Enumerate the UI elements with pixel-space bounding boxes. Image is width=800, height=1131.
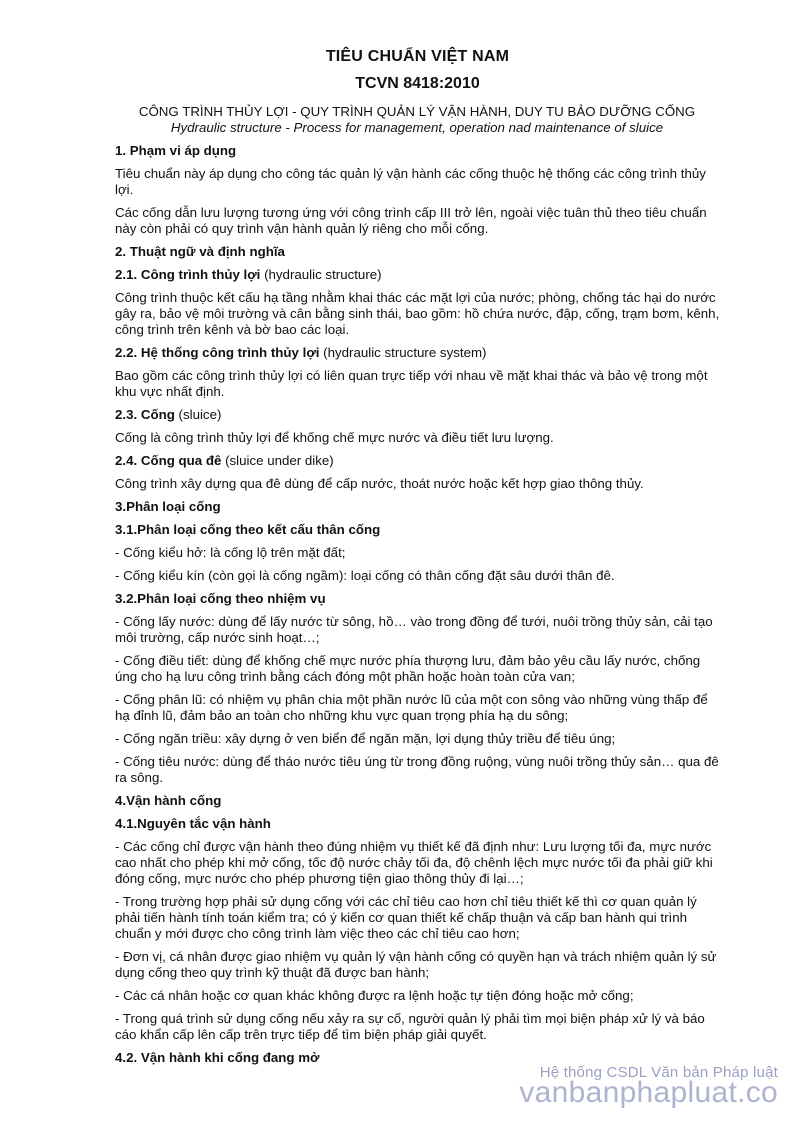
paragraph: - Cống ngăn triều: xây dựng ở ven biển để ngăn mặn, lợi dụng thủy triều để tiêu úng; <box>115 731 616 746</box>
paragraph: Cống là công trình thủy lợi để khống chế mực nước và điều tiết lưu lượng. <box>115 430 554 445</box>
term-name: 2.2. Hệ thống công trình thủy lợi <box>115 345 320 360</box>
term-heading <box>115 267 720 283</box>
paragraph: - Cống lấy nước: dùng để lấy nước từ sông, hồ… vào trong đồng để tưới, nuôi trồng thủy sản, cải tạo môi trường, cấp nước sinh hoạt…; <box>115 614 713 645</box>
document-subtitle: CÔNG TRÌNH THỦY LỢI - QUY TRÌNH QUẢN LÝ VẬN HÀNH, DUY TU BẢO DƯỠNG CỐNG <box>138 104 696 119</box>
section-heading: 4.Vận hành cống <box>115 793 222 808</box>
term-name: 2.1. Công trình thủy lợi <box>115 267 261 282</box>
term-heading <box>115 345 720 361</box>
term-name: 2.3. Cống <box>115 407 175 422</box>
term-english: (hydraulic structure system) <box>319 345 487 360</box>
term-name: 2.4. Cống qua đê <box>115 453 222 468</box>
paragraph: - Cống kiểu hở: là cống lộ trên mặt đất; <box>115 545 346 560</box>
paragraph: Công trình xây dựng qua đê dùng để cấp nước, thoát nước hoặc kết hợp giao thông thủy. <box>115 476 644 491</box>
paragraph: Các cống dẫn lưu lượng tương ứng với công trình cấp III trở lên, ngoài việc tuân thủ theo tiêu chuẩn này còn phải có quy trình vận hành quản lý riêng cho mỗi cống. <box>115 205 707 236</box>
document-page <box>115 0 720 1066</box>
section-heading: 1. Phạm vi áp dụng <box>115 143 237 158</box>
paragraph: - Trong trường hợp phải sử dụng cống với các chỉ tiêu cao hơn chỉ tiêu thiết kế thì cơ quan quản lý phải tiến hành tính toán kiểm tra; có ý kiến cơ quan thiết kế chấp thuận và cấp ban hành qui trình chuẩn y mới được cho công trình làm việc theo các chỉ tiêu cao hơn; <box>115 894 697 941</box>
paragraph: - Cống tiêu nước: dùng để tháo nước tiêu úng từ trong đồng ruộng, vùng nuôi trồng thủy sản… qua đê ra sông. <box>115 754 719 785</box>
term-english: (sluice) <box>174 407 222 422</box>
section-heading: 3.1.Phân loại cống theo kết cấu thân cống <box>115 522 381 537</box>
paragraph: Tiêu chuẩn này áp dụng cho công tác quản lý vận hành các cống thuộc hệ thống các công trình thủy lợi. <box>115 166 706 197</box>
document-body <box>115 143 720 1066</box>
paragraph: - Các cống chỉ được vận hành theo đúng nhiệm vụ thiết kế đã định như: Lưu lượng tối đa, mực nước cao nhất cho phép khi mở cống, tốc độ nước chảy tối đa, độ chênh lệch mực nước tối đa phải giữ khi đóng cống, mực nước cho phép phương tiện giao thông thủy đi lại…; <box>115 839 713 886</box>
paragraph: - Đơn vị, cá nhân được giao nhiệm vụ quản lý vận hành cống có quyền hạn và trách nhiệm quản lý sử dụng cống theo quy trình kỹ thuật đã được ban hành; <box>115 949 717 980</box>
paragraph: - Cống phân lũ: có nhiệm vụ phân chia một phần nước lũ của một con sông vào những vùng thấp để hạ đỉnh lũ, đảm bảo an toàn cho những khu vực quan trọng phía hạ du sông; <box>115 692 708 723</box>
section-heading: 3.Phân loại cống <box>115 499 221 514</box>
paragraph: - Cống điều tiết: dùng để khống chế mực nước phía thượng lưu, đảm bảo yêu cầu lấy nước, chống úng cho hạ lưu công trình bằng cách đóng một phần hoặc hoàn toàn cửa van; <box>115 653 701 684</box>
section-heading: 2. Thuật ngữ và định nghĩa <box>115 244 285 259</box>
section-heading: 4.1.Nguyên tắc vận hành <box>115 816 271 831</box>
term-english: (sluice under dike) <box>221 453 334 468</box>
standard-code: TCVN 8418:2010 <box>355 75 480 92</box>
section-heading: 4.2. Vận hành khi cống đang mở <box>115 1050 320 1065</box>
watermark-site-name: vanbanphapluat.co <box>519 1076 778 1109</box>
term-heading <box>115 407 720 423</box>
term-heading <box>115 453 720 469</box>
document-subtitle-english: Hydraulic structure - Process for management, operation nad maintenance of sluice <box>170 120 664 135</box>
paragraph: - Trong quá trình sử dụng cống nếu xảy ra sự cố, người quản lý phải tìm mọi biện pháp xử lý và báo cáo khẩn cấp lên cấp trên trực tiếp để tìm biện pháp giải quyết. <box>115 1011 705 1042</box>
paragraph: Công trình thuộc kết cấu hạ tầng nhằm khai thác các mặt lợi của nước; phòng, chống tác hại do nước gây ra, bảo vệ môi trường và cân bằng sinh thái, bao gồm: hồ chứa nước, đập, cống, trạm bơm, kênh, công trình trên kênh và bờ bao các loại. <box>115 290 720 337</box>
paragraph: Bao gồm các công trình thủy lợi có liên quan trực tiếp với nhau về mặt khai thác và bảo vệ trong một khu vực nhất định. <box>115 368 708 399</box>
document-title: TIÊU CHUẨN VIỆT NAM <box>325 48 510 65</box>
paragraph: - Cống kiểu kín (còn gọi là cống ngầm): loại cống có thân cống đặt sâu dưới thân đê. <box>115 568 615 583</box>
term-english: (hydraulic structure) <box>260 267 382 282</box>
section-heading: 3.2.Phân loại cống theo nhiệm vụ <box>115 591 326 606</box>
paragraph: - Các cá nhân hoặc cơ quan khác không được ra lệnh hoặc tự tiện đóng hoặc mở cống; <box>115 988 634 1003</box>
watermark-caption: Hệ thống CSDL Văn bản Pháp luật <box>539 1064 778 1081</box>
